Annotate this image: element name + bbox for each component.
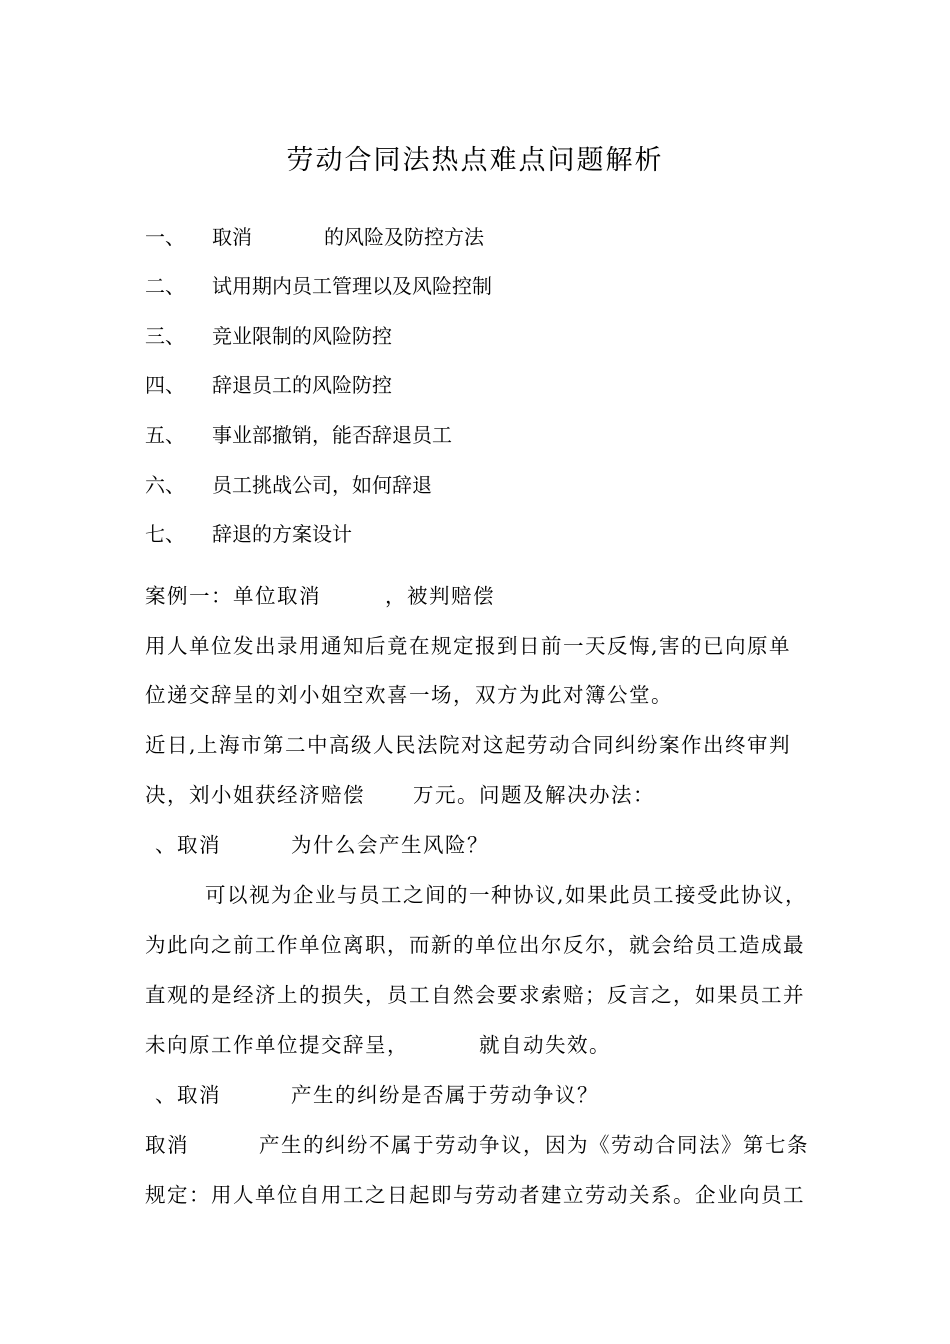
toc-text-continued: 的风险及防控方法: [324, 225, 484, 249]
toc-item-1: [145, 222, 484, 252]
paragraph-line: 未向原工作单位提交辞呈， 就自动失效。: [145, 1033, 611, 1057]
toc-number: 七、: [145, 522, 185, 546]
toc-item-4: [145, 370, 392, 400]
question-heading-1: 、取消 为什么会产生风险？: [155, 833, 489, 857]
toc-number: 三、: [145, 324, 185, 348]
document-title: 劳动合同法热点难点问题解析: [286, 145, 664, 176]
toc-text: 辞退的方案设计: [212, 522, 352, 546]
toc-number: 四、: [145, 373, 185, 397]
toc-number: 一、: [145, 225, 185, 249]
toc-text: 竞业限制的风险防控: [212, 324, 392, 348]
toc-text: 试用期内员工管理以及风险控制: [212, 274, 492, 298]
toc-item-6: [145, 470, 432, 500]
toc-text: 取消: [212, 225, 252, 249]
toc-number: 二、: [145, 274, 185, 298]
paragraph-line: 规定：用人单位自用工之日起即与劳动者建立劳动关系。企业向员工: [145, 1183, 805, 1207]
paragraph-line: 为此向之前工作单位离职，而新的单位出尔反尔，就会给员工造成最: [145, 933, 805, 957]
toc-number: 六、: [145, 473, 185, 497]
toc-item-2: [145, 271, 492, 301]
paragraph-line: 可以视为企业与员工之间的一种协议,如果此员工接受此协议，: [205, 883, 808, 907]
paragraph-line: 直观的是经济上的损失，员工自然会要求索赔；反言之，如果员工并: [145, 983, 805, 1007]
toc-text: 辞退员工的风险防控: [212, 373, 392, 397]
toc-number: 五、: [145, 423, 185, 447]
paragraph-line: 近日,上海市第二中高级人民法院对这起劳动合同纠纷案作出终审判: [145, 733, 792, 757]
paragraph-line: 决，刘小姐获经济赔偿 万元。问题及解决办法：: [145, 783, 655, 807]
toc-text: 事业部撤销，能否辞退员工: [212, 423, 452, 447]
toc-item-5: [145, 420, 452, 450]
toc-text: 员工挑战公司，如何辞退: [212, 473, 432, 497]
question-heading-2: 、取消 产生的纠纷是否属于劳动争议？: [155, 1083, 599, 1107]
toc-item-3: [145, 321, 392, 351]
toc-item-7: [145, 519, 352, 549]
paragraph-line: 用人单位发出录用通知后竟在规定报到日前一天反悔,害的已向原单: [145, 634, 792, 658]
paragraph-line: 位递交辞呈的刘小姐空欢喜一场，双方为此对簿公堂。: [145, 683, 673, 707]
paragraph-line: 取消 产生的纠纷不属于劳动争议，因为《劳动合同法》第七条: [145, 1133, 809, 1157]
case-heading: 案例一：单位取消 ，被判赔偿: [145, 584, 495, 608]
